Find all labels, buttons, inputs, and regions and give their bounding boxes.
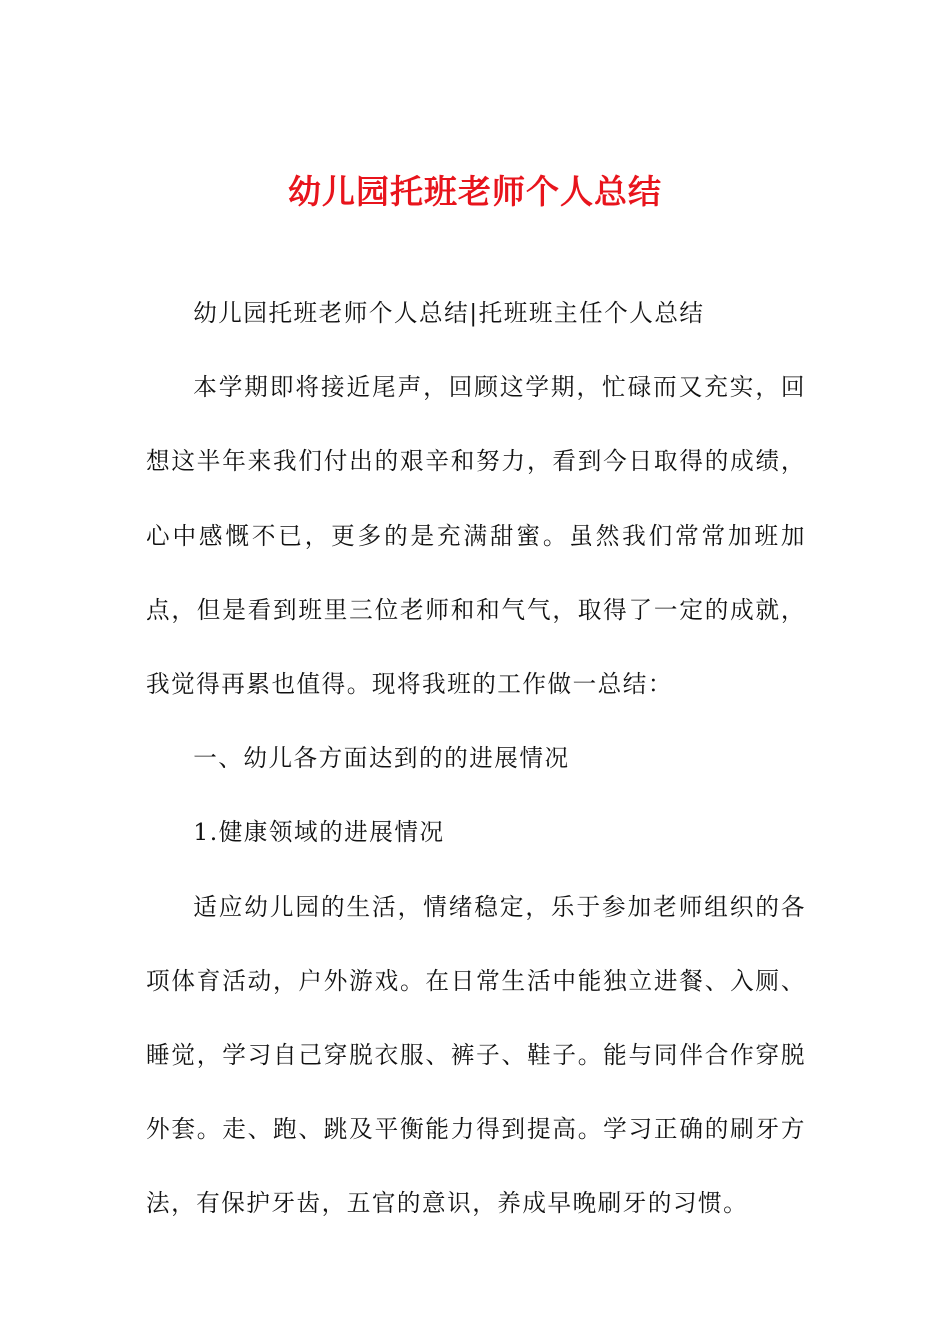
document-title: 幼儿园托班老师个人总结 [288,172,662,212]
intro-paragraph: 本学期即将接近尾声，回顾这学期，忙碌而又充实，回想这半年来我们付出的艰辛和努力，看到今日取得的成绩，心中感慨不已，更多的是充满甜蜜。虽然我们常常加班加点，但是看到班里三位老师和和气气，取得了一定的成就，我觉得再累也值得。现将我班的工作做一总结： [146,373,806,699]
subtitle-paragraph: 幼儿园托班老师个人总结|托班班主任个人总结 [193,299,705,327]
section-heading: 一、幼儿各方面达到的的进展情况 [193,744,570,773]
health-paragraph: 适应幼儿园的生活，情绪稳定，乐于参加老师组织的各项体育活动，户外游戏。在日常生活中能独立进餐、入厕、睡觉，学习自己穿脱衣服、裤子、鞋子。能与同伴合作穿脱外套。走、跑、跳及平衡能力得到提高。学习正确的刷牙方法，有保护牙齿，五官的意识，养成早晚刷牙的习惯。 [146,892,806,1218]
subsection-heading: 1.健康领域的进展情况 [193,818,445,847]
document-body [146,276,806,1241]
